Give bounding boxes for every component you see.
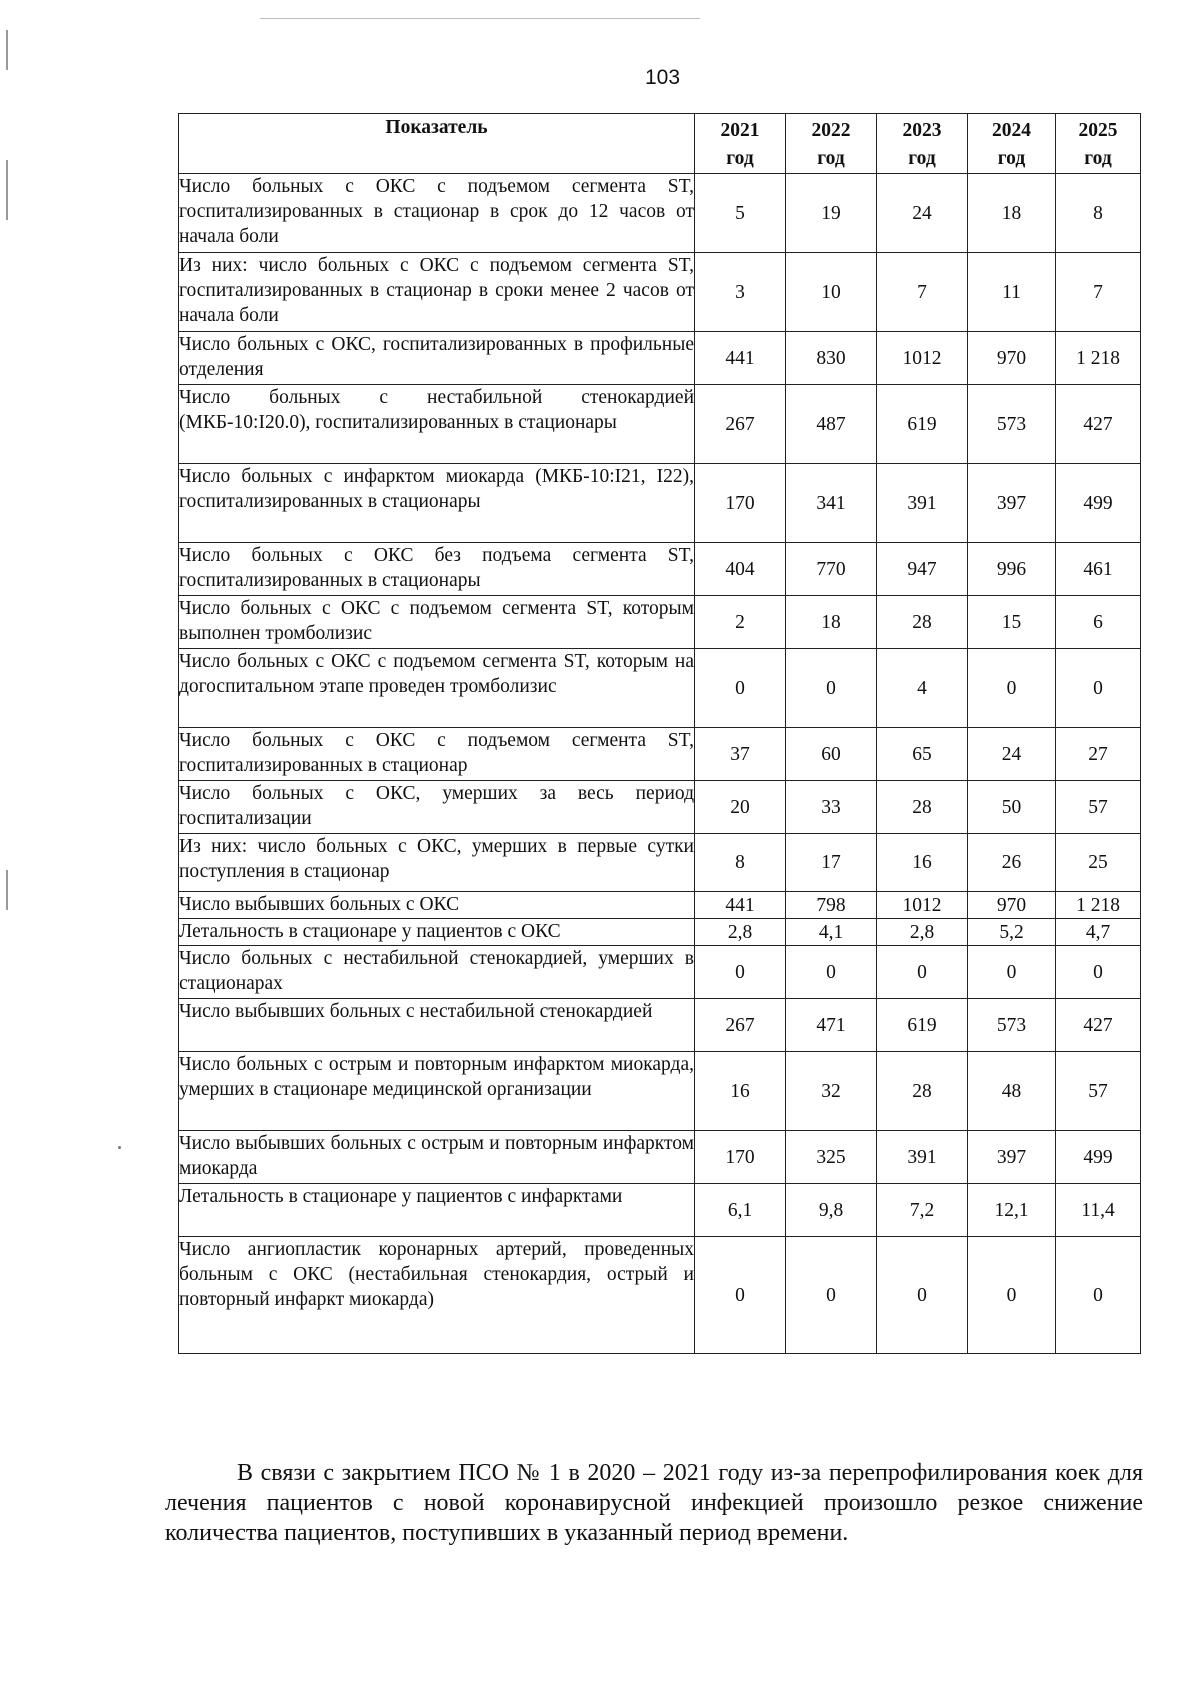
value-cell: 0 [786, 946, 877, 999]
value-cell: 427 [1056, 385, 1141, 464]
value-cell: 573 [968, 999, 1056, 1052]
value-cell: 970 [968, 332, 1056, 385]
value-cell: 50 [968, 781, 1056, 834]
indicator-cell: Число больных с ОКС, госпитализированных в профильные отделения [179, 332, 695, 385]
value-cell: 20 [695, 781, 786, 834]
indicator-cell: Число больных с ОКС без подъема сегмента ST, госпитализированных в стационары [179, 543, 695, 596]
indicator-cell: Число больных с острым и повторным инфарктом миокарда, умерших в стационаре медицинской организации [179, 1052, 695, 1131]
scan-edge-left [6, 30, 8, 70]
header-year-cell [877, 114, 968, 174]
indicator-cell: Число выбывших больных с ОКС [179, 892, 695, 919]
value-cell: 341 [786, 464, 877, 543]
indicator-cell: Из них: число больных с ОКС, умерших в первые сутки поступления в стационар [179, 834, 695, 892]
value-cell: 10 [786, 253, 877, 332]
value-cell: 33 [786, 781, 877, 834]
value-cell: 57 [1056, 1052, 1141, 1131]
table-header [179, 114, 1141, 174]
table-row [179, 1052, 1141, 1131]
value-cell: 2,8 [877, 919, 968, 946]
value-cell: 619 [877, 385, 968, 464]
value-cell: 12,1 [968, 1184, 1056, 1237]
value-cell: 0 [695, 946, 786, 999]
value-cell: 0 [786, 649, 877, 728]
header-year-cell [1056, 114, 1141, 174]
value-cell: 7,2 [877, 1184, 968, 1237]
table-row [179, 1131, 1141, 1184]
header-year-unit: год [817, 148, 845, 169]
indicator-cell: Число больных с нестабильной стенокардией (МКБ-10:I20.0), госпитализированных в стационары [179, 385, 695, 464]
value-cell: 1 218 [1056, 332, 1141, 385]
table-row [179, 892, 1141, 919]
table-row [179, 596, 1141, 649]
value-cell: 441 [695, 892, 786, 919]
table-row [179, 919, 1141, 946]
value-cell: 19 [786, 174, 877, 253]
value-cell: 770 [786, 543, 877, 596]
header-year: 2024 [992, 120, 1031, 141]
value-cell: 404 [695, 543, 786, 596]
table-row [179, 999, 1141, 1052]
indicators-table [178, 113, 1141, 1354]
value-cell: 996 [968, 543, 1056, 596]
value-cell: 4 [877, 649, 968, 728]
table-row [179, 332, 1141, 385]
value-cell: 0 [968, 946, 1056, 999]
value-cell: 9,8 [786, 1184, 877, 1237]
header-year-unit: год [997, 148, 1026, 169]
value-cell: 619 [877, 999, 968, 1052]
value-cell: 7 [877, 253, 968, 332]
table-row [179, 781, 1141, 834]
header-year-unit: год [1084, 148, 1112, 169]
value-cell: 2 [695, 596, 786, 649]
value-cell: 25 [1056, 834, 1141, 892]
page-number: 103 [644, 66, 681, 89]
value-cell: 18 [968, 174, 1056, 253]
indicator-cell: Число больных с ОКС с подъемом сегмента ST, госпитализированных в стационар [179, 728, 695, 781]
indicator-cell: Число ангиопластик коронарных артерий, проведенных больным с ОКС (нестабильная стенокардия, острый и повторный инфаркт миокарда) [179, 1237, 695, 1354]
table-row [179, 834, 1141, 892]
table-row [179, 1237, 1141, 1354]
value-cell: 5,2 [968, 919, 1056, 946]
value-cell: 487 [786, 385, 877, 464]
value-cell: 0 [968, 649, 1056, 728]
value-cell: 16 [695, 1052, 786, 1131]
header-year-cell [695, 114, 786, 174]
header-year-unit: год [908, 148, 936, 169]
value-cell: 0 [968, 1237, 1056, 1354]
value-cell: 391 [877, 1131, 968, 1184]
indicator-cell: Число больных с инфарктом миокарда (МКБ-10:I21, I22), госпитализированных в стационары [179, 464, 695, 543]
value-cell: 15 [968, 596, 1056, 649]
indicator-cell: Летальность в стационаре у пациентов с инфарктами [179, 1184, 695, 1237]
value-cell: 267 [695, 999, 786, 1052]
table-row [179, 385, 1141, 464]
value-cell: 18 [786, 596, 877, 649]
value-cell: 471 [786, 999, 877, 1052]
note-paragraph: В связи с закрытием ПСО № 1 в 2020 – 2021 году из-за перепрофилирования коек для лечения пациентов с новой коронавирусной инфекцией произошло резкое снижение количества пациентов, поступивших в указанный период времени. [165, 1460, 1143, 1546]
value-cell: 325 [786, 1131, 877, 1184]
table-row [179, 1184, 1141, 1237]
table-row [179, 649, 1141, 728]
value-cell: 0 [1056, 946, 1141, 999]
value-cell: 0 [877, 1237, 968, 1354]
value-cell: 26 [968, 834, 1056, 892]
value-cell: 60 [786, 728, 877, 781]
value-cell: 0 [786, 1237, 877, 1354]
indicator-cell: Число больных с нестабильной стенокардией, умерших в стационарах [179, 946, 695, 999]
table-row [179, 728, 1141, 781]
value-cell: 48 [968, 1052, 1056, 1131]
value-cell: 6 [1056, 596, 1141, 649]
value-cell: 57 [1056, 781, 1141, 834]
value-cell: 0 [695, 1237, 786, 1354]
header-year: 2023 [902, 120, 942, 141]
value-cell: 267 [695, 385, 786, 464]
value-cell: 441 [695, 332, 786, 385]
value-cell: 8 [1056, 174, 1141, 253]
value-cell: 2,8 [695, 919, 786, 946]
value-cell: 11,4 [1056, 1184, 1141, 1237]
value-cell: 7 [1056, 253, 1141, 332]
value-cell: 391 [877, 464, 968, 543]
value-cell: 17 [786, 834, 877, 892]
scan-edge-left [6, 870, 8, 910]
value-cell: 170 [695, 1131, 786, 1184]
value-cell: 4,7 [1056, 919, 1141, 946]
value-cell: 6,1 [695, 1184, 786, 1237]
header-indicator: Показатель [179, 114, 695, 174]
value-cell: 28 [877, 596, 968, 649]
value-cell: 4,1 [786, 919, 877, 946]
value-cell: 24 [968, 728, 1056, 781]
value-cell: 1 218 [1056, 892, 1141, 919]
value-cell: 0 [1056, 649, 1141, 728]
value-cell: 573 [968, 385, 1056, 464]
value-cell: 28 [877, 781, 968, 834]
indicator-cell: Число больных с ОКС, умерших за весь период госпитализации [179, 781, 695, 834]
value-cell: 28 [877, 1052, 968, 1131]
value-cell: 397 [968, 1131, 1056, 1184]
value-cell: 5 [695, 174, 786, 253]
value-cell: 798 [786, 892, 877, 919]
header-year: 2022 [811, 120, 851, 141]
table-row [179, 174, 1141, 253]
value-cell: 8 [695, 834, 786, 892]
header-year-cell [786, 114, 877, 174]
table-body [179, 174, 1141, 1354]
table-row [179, 253, 1141, 332]
value-cell: 0 [1056, 1237, 1141, 1354]
value-cell: 947 [877, 543, 968, 596]
value-cell: 1012 [877, 892, 968, 919]
scan-edge-top [260, 18, 700, 19]
value-cell: 65 [877, 728, 968, 781]
header-year: 2025 [1078, 120, 1118, 141]
table-row [179, 464, 1141, 543]
value-cell: 170 [695, 464, 786, 543]
value-cell: 499 [1056, 1131, 1141, 1184]
scan-speck [118, 1146, 121, 1149]
value-cell: 397 [968, 464, 1056, 543]
value-cell: 27 [1056, 728, 1141, 781]
indicator-cell: Число выбывших больных с острым и повторным инфарктом миокарда [179, 1131, 695, 1184]
table-row [179, 543, 1141, 596]
header-year-unit: год [726, 148, 754, 169]
value-cell: 830 [786, 332, 877, 385]
value-cell: 16 [877, 834, 968, 892]
value-cell: 32 [786, 1052, 877, 1131]
value-cell: 0 [695, 649, 786, 728]
indicator-cell: Летальность в стационаре у пациентов с ОКС [179, 919, 695, 946]
value-cell: 11 [968, 253, 1056, 332]
indicator-cell: Число больных с ОКС с подъемом сегмента ST, которым выполнен тромболизис [179, 596, 695, 649]
value-cell: 37 [695, 728, 786, 781]
header-year: 2021 [720, 120, 760, 141]
header-row [179, 114, 1141, 174]
indicator-cell: Число больных с ОКС с подъемом сегмента ST, госпитализированных в стационар в срок до 12 часов от начала боли [179, 174, 695, 253]
value-cell: 970 [968, 892, 1056, 919]
scan-edge-left [6, 160, 8, 220]
indicator-cell: Число выбывших больных с нестабильной стенокардией [179, 999, 695, 1052]
indicator-cell: Число больных с ОКС с подъемом сегмента ST, которым на догоспитальном этапе проведен тромболизис [179, 649, 695, 728]
table-row [179, 946, 1141, 999]
value-cell: 24 [877, 174, 968, 253]
header-year-cell [968, 114, 1056, 174]
value-cell: 1012 [877, 332, 968, 385]
value-cell: 0 [877, 946, 968, 999]
indicator-cell: Из них: число больных с ОКС с подъемом сегмента ST, госпитализированных в стационар в сроки менее 2 часов от начала боли [179, 253, 695, 332]
value-cell: 461 [1056, 543, 1141, 596]
value-cell: 499 [1056, 464, 1141, 543]
value-cell: 3 [695, 253, 786, 332]
value-cell: 427 [1056, 999, 1141, 1052]
